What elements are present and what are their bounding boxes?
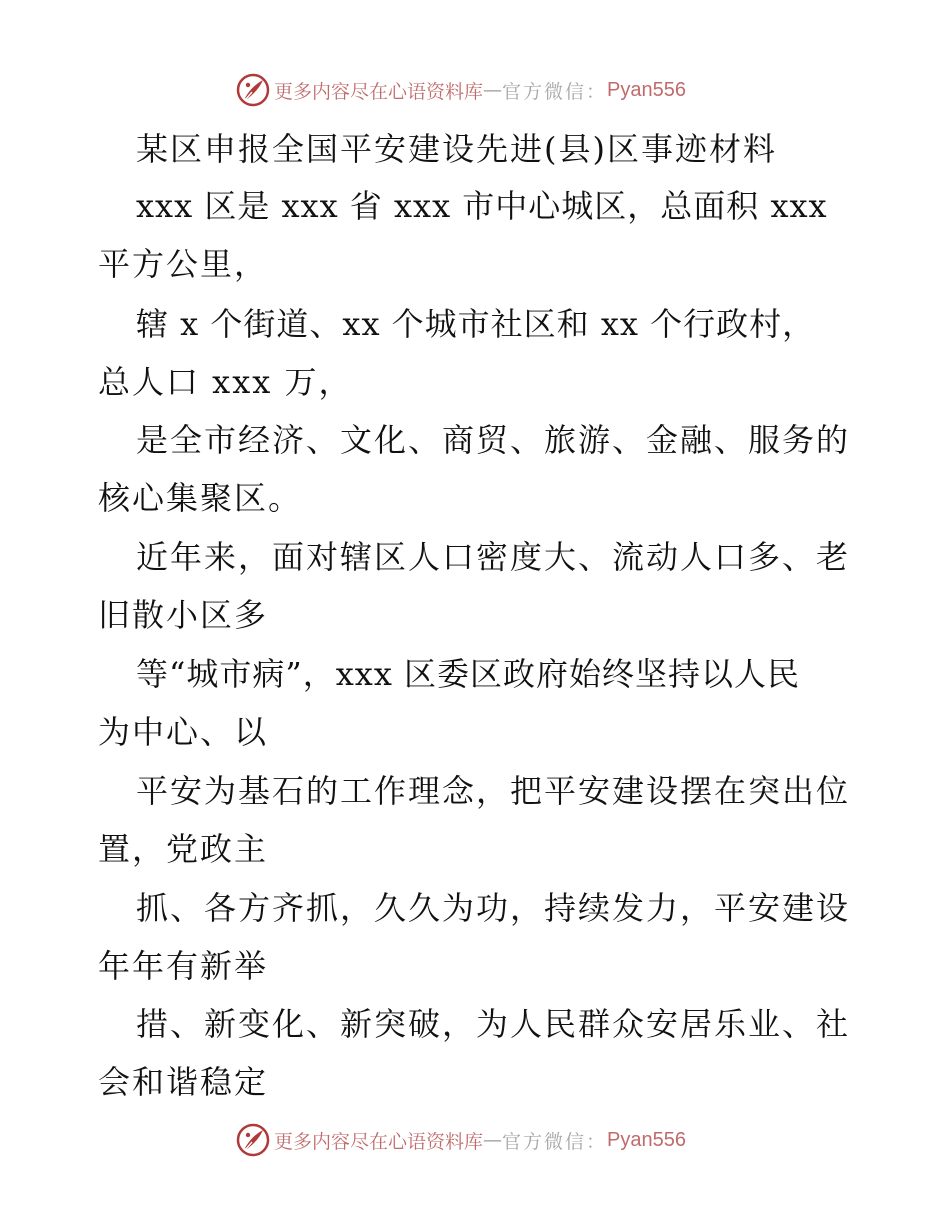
quill-pen-logo-icon: [236, 73, 270, 107]
banner-wechat-label: 官方微信：: [502, 80, 608, 103]
paragraph-line: 置，党政主: [98, 830, 269, 868]
banner-site-name: 更多内容尽在心语资料库: [274, 1130, 484, 1153]
paragraph-line: 抓、各方齐抓，久久为功，持续发力，平安建设: [136, 889, 851, 927]
paragraph-line: xxx 区是 xxx 省 xxx 市中心城区，总面积 xxx: [136, 187, 828, 225]
paragraph-line: 近年来，面对辖区人口密度大、流动人口多、老: [136, 538, 851, 576]
banner-separator: —: [483, 1129, 503, 1151]
document-title: 某区申报全国平安建设先进(县)区事迹材料: [136, 130, 777, 168]
banner-wechat-id: Pyan556: [607, 78, 686, 101]
paragraph-line: 平安为基石的工作理念，把平安建设摆在突出位: [136, 772, 851, 810]
banner-wechat-id: Pyan556: [607, 1128, 686, 1151]
paragraph-line: 会和谐稳定: [98, 1063, 269, 1101]
banner-site-name: 更多内容尽在心语资料库: [274, 80, 484, 103]
header-banner: [236, 72, 686, 108]
paragraph-line: 年年有新举: [98, 947, 269, 985]
paragraph-line: 辖 x 个街道、xx 个城市社区和 xx 个行政村，: [136, 305, 816, 343]
paragraph-line: 是全市经济、文化、商贸、旅游、金融、服务的: [136, 421, 851, 459]
paragraph-line: 措、新变化、新突破，为人民群众安居乐业、社: [136, 1005, 851, 1043]
quill-pen-logo-icon: [236, 1123, 270, 1157]
paragraph-line: 核心集聚区。: [98, 479, 303, 517]
banner-separator: —: [483, 79, 503, 101]
paragraph-line: 等“城市病”，xxx 区委区政府始终坚持以人民: [136, 655, 801, 693]
footer-banner: [236, 1122, 686, 1158]
banner-wechat-label: 官方微信：: [502, 1130, 608, 1153]
paragraph-line: 平方公里，: [98, 245, 269, 283]
paragraph-line: 为中心、以: [98, 713, 269, 751]
paragraph-line: 总人口 xxx 万，: [98, 363, 353, 401]
paragraph-line: 旧散小区多: [98, 596, 269, 634]
